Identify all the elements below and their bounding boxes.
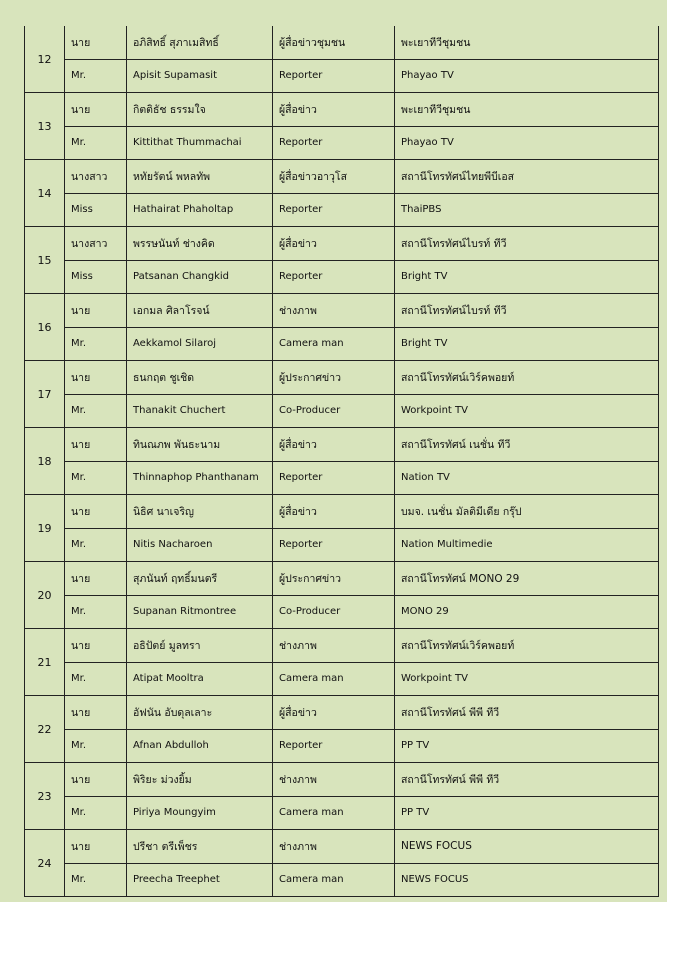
table-row-english [25,595,659,629]
cell-thai-name: กิตติธัช ธรรมใจ [127,93,273,127]
table-row-english [25,461,659,495]
cell-english-position: Reporter [273,461,395,495]
cell-english-name: Supanan Ritmontree [127,595,273,629]
row-number: 18 [25,428,65,495]
table-row-english [25,796,659,830]
cell-english-title: Mr. [65,394,127,428]
cell-english-title: Mr. [65,863,127,897]
cell-english-org: Bright TV [395,327,659,361]
cell-english-name: Kittithat Thummachai [127,126,273,160]
cell-thai-title: นาย [65,696,127,730]
cell-english-org: Phayao TV [395,59,659,93]
cell-english-org: Phayao TV [395,126,659,160]
table-row-english [25,394,659,428]
table-row-english [25,729,659,763]
table-row-english [25,662,659,696]
cell-english-position: Reporter [273,126,395,160]
cell-english-name: Thinnaphop Phanthanam [127,461,273,495]
cell-english-title: Mr. [65,59,127,93]
cell-thai-org: สถานีโทรทัศน์เวิร์คพอยท์ [395,361,659,395]
cell-thai-position: ช่างภาพ [273,629,395,663]
cell-english-title: Mr. [65,595,127,629]
cell-english-org: PP TV [395,729,659,763]
table-row-thai [25,93,659,127]
table-row-thai [25,227,659,261]
row-number: 16 [25,294,65,361]
cell-english-position: Reporter [273,260,395,294]
cell-thai-name: นิธิศ นาเจริญ [127,495,273,529]
cell-english-position: Camera man [273,863,395,897]
cell-english-org: Bright TV [395,260,659,294]
table-row-thai [25,361,659,395]
cell-english-name: Thanakit Chuchert [127,394,273,428]
cell-thai-org: สถานีโทรทัศน์ พีพี ทีวี [395,696,659,730]
cell-english-title: Mr. [65,528,127,562]
cell-english-position: Reporter [273,193,395,227]
table-row-thai [25,160,659,194]
cell-english-org: Nation TV [395,461,659,495]
table-row-english [25,59,659,93]
cell-thai-position: ช่างภาพ [273,830,395,864]
cell-thai-position: ช่างภาพ [273,763,395,797]
cell-thai-name: พรรษนันท์ ช่างคิด [127,227,273,261]
cell-english-name: Apisit Supamasit [127,59,273,93]
table-row-english [25,126,659,160]
cell-english-position: Co-Producer [273,394,395,428]
cell-thai-title: นาย [65,26,127,59]
row-number: 24 [25,830,65,897]
cell-thai-position: ผู้สื่อข่าว [273,227,395,261]
cell-thai-org: สถานีโทรทัศน์ MONO 29 [395,562,659,596]
cell-thai-org: บมจ. เนชั่น มัลติมีเดีย กรุ๊ป [395,495,659,529]
cell-thai-title: นาย [65,629,127,663]
table-row-thai [25,294,659,328]
cell-thai-position: ผู้สื่อข่าว [273,495,395,529]
cell-thai-title: นาย [65,495,127,529]
cell-english-name: Piriya Moungyim [127,796,273,830]
table-row-english [25,193,659,227]
table-row-english [25,260,659,294]
cell-thai-org: สถานีโทรทัศน์ พีพี ทีวี [395,763,659,797]
table-row-thai [25,495,659,529]
cell-english-position: Camera man [273,327,395,361]
table-row-thai [25,696,659,730]
cell-thai-org: สถานีโทรทัศน์เวิร์คพอยท์ [395,629,659,663]
cell-thai-title: นาย [65,562,127,596]
cell-english-name: Nitis Nacharoen [127,528,273,562]
cell-thai-org: พะเยาทีวีชุมชน [395,93,659,127]
row-number: 21 [25,629,65,696]
cell-thai-name: พิริยะ ม่วงยิ้ม [127,763,273,797]
cell-english-position: Co-Producer [273,595,395,629]
row-number: 23 [25,763,65,830]
cell-english-org: Nation Multimedie [395,528,659,562]
row-number: 17 [25,361,65,428]
cell-thai-position: ผู้สื่อข่าว [273,93,395,127]
cell-english-title: Mr. [65,729,127,763]
cell-english-org: PP TV [395,796,659,830]
cell-thai-name: ปรีชา ตรีเพ็ชร [127,830,273,864]
cell-thai-name: ธนกฤต ชูเชิด [127,361,273,395]
table-row-thai [25,763,659,797]
cell-english-position: Camera man [273,662,395,696]
table-row-english [25,863,659,897]
row-number: 14 [25,160,65,227]
cell-english-title: Mr. [65,327,127,361]
participants-table-body [25,26,659,897]
cell-thai-name: สุภนันท์ ฤทธิ์มนตรี [127,562,273,596]
cell-english-name: Atipat Mooltra [127,662,273,696]
cell-english-title: Mr. [65,126,127,160]
row-number: 20 [25,562,65,629]
table-row-thai [25,26,659,59]
cell-english-name: Hathairat Phaholtap [127,193,273,227]
cell-english-title: Mr. [65,461,127,495]
cell-english-org: Workpoint TV [395,662,659,696]
cell-thai-position: ผู้สื่อข่าว [273,696,395,730]
cell-thai-title: นางสาว [65,160,127,194]
cell-thai-org: สถานีโทรทัศน์ เนชั่น ทีวี [395,428,659,462]
table-row-thai [25,428,659,462]
cell-thai-title: นาย [65,763,127,797]
cell-english-position: Reporter [273,729,395,763]
cell-thai-org: สถานีโทรทัศน์ไบรท์ ทีวี [395,294,659,328]
cell-thai-title: นาย [65,830,127,864]
cell-thai-title: นาย [65,294,127,328]
cell-english-position: Reporter [273,528,395,562]
cell-thai-position: ช่างภาพ [273,294,395,328]
table-row-english [25,528,659,562]
cell-english-org: ThaiPBS [395,193,659,227]
cell-thai-name: ทินณภพ พันธะนาม [127,428,273,462]
table-row-thai [25,629,659,663]
cell-english-title: Miss [65,260,127,294]
cell-thai-org: สถานีโทรทัศน์ไทยพีบีเอส [395,160,659,194]
cell-thai-org: NEWS FOCUS [395,830,659,864]
cell-thai-name: เอกมล ศิลาโรจน์ [127,294,273,328]
cell-thai-position: ผู้ประกาศข่าว [273,361,395,395]
cell-thai-name: หทัยรัตน์ พหลทัพ [127,160,273,194]
cell-english-position: Reporter [273,59,395,93]
cell-thai-position: ผู้สื่อข่าวชุมชน [273,26,395,59]
cell-english-org: MONO 29 [395,595,659,629]
cell-english-name: Afnan Abdulloh [127,729,273,763]
row-number: 12 [25,26,65,93]
table-row-english [25,327,659,361]
cell-english-title: Mr. [65,796,127,830]
cell-english-org: NEWS FOCUS [395,863,659,897]
cell-english-title: Miss [65,193,127,227]
cell-english-position: Camera man [273,796,395,830]
table-row-thai [25,562,659,596]
cell-english-title: Mr. [65,662,127,696]
cell-english-org: Workpoint TV [395,394,659,428]
row-number: 19 [25,495,65,562]
cell-english-name: Aekkamol Silaroj [127,327,273,361]
cell-thai-position: ผู้สื่อข่าว [273,428,395,462]
cell-thai-position: ผู้ประกาศข่าว [273,562,395,596]
cell-thai-name: อัฟนัน อับดุลเลาะ [127,696,273,730]
cell-thai-title: นาย [65,428,127,462]
cell-thai-org: พะเยาทีวีชุมชน [395,26,659,59]
participants-table [24,26,659,897]
cell-thai-title: นาย [65,361,127,395]
table-row-thai [25,830,659,864]
row-number: 13 [25,93,65,160]
cell-thai-name: อภิสิทธิ์ สุภาเมสิทธิ์ [127,26,273,59]
cell-english-name: Patsanan Changkid [127,260,273,294]
cell-thai-org: สถานีโทรทัศน์ไบรท์ ทีวี [395,227,659,261]
row-number: 22 [25,696,65,763]
cell-english-name: Preecha Treephet [127,863,273,897]
cell-thai-title: นางสาว [65,227,127,261]
row-number: 15 [25,227,65,294]
cell-thai-name: อธิปัตย์ มูลทรา [127,629,273,663]
cell-thai-title: นาย [65,93,127,127]
cell-thai-position: ผู้สื่อข่าวอาวุโส [273,160,395,194]
